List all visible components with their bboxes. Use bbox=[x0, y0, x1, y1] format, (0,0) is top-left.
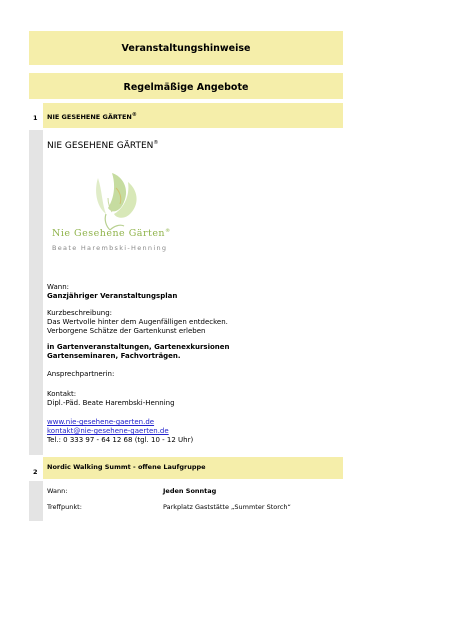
section-1-heading-bar bbox=[43, 103, 343, 128]
section-1-title-text: NIE GESEHENE GÄRTEN bbox=[47, 141, 154, 151]
section-1-number: 1 bbox=[33, 114, 38, 122]
wann-label-2: Wann: bbox=[47, 487, 68, 495]
section-1-title-mark: ® bbox=[153, 140, 159, 146]
email-link[interactable]: kontakt@nie-gesehene-gaerten.de bbox=[47, 427, 169, 435]
treff-value: Parkplatz Gaststätte „Summter Storch“ bbox=[163, 503, 291, 511]
bold-line-1: in Gartenveranstaltungen, Gartenexkursionen bbox=[47, 343, 230, 351]
ansprech-label: Ansprechpartnerin: bbox=[47, 370, 115, 378]
section-1-heading-mark: ® bbox=[131, 112, 137, 118]
section-2-number: 2 bbox=[33, 468, 38, 476]
phone-number: Tel.: 0 333 97 - 64 12 68 (tgl. 10 - 12 Uhr) bbox=[47, 436, 194, 444]
section-1-title bbox=[47, 138, 158, 152]
logo-name: Beate Harembski-Henning bbox=[52, 244, 168, 252]
garden-logo bbox=[50, 168, 180, 260]
page-title: Veranstaltungshinweise bbox=[121, 43, 251, 54]
section-1-heading bbox=[47, 112, 137, 121]
kontakt-name: Dipl.-Päd. Beate Harembski-Henning bbox=[47, 399, 175, 407]
wann-value-2: Jeden Sonntag bbox=[163, 487, 217, 495]
treff-label: Treffpunkt: bbox=[47, 503, 82, 511]
logo-brand bbox=[52, 228, 171, 239]
logo-brand-text: Nie Gesehene Gärten bbox=[52, 228, 166, 240]
bold-line-2: Gartenseminaren, Fachvorträgen. bbox=[47, 352, 181, 360]
section-2-stripe bbox=[29, 481, 43, 521]
section-1-stripe bbox=[29, 130, 43, 455]
section-2-heading-bar bbox=[43, 457, 343, 479]
section-1-heading-text: NIE GESEHENE GÄRTEN bbox=[47, 113, 132, 122]
kontakt-label: Kontakt: bbox=[47, 390, 77, 398]
kurz-line-2: Verborgene Schätze der Gartenkunst erleben bbox=[47, 327, 206, 335]
page-subtitle: Regelmäßige Angebote bbox=[123, 82, 249, 93]
website-link[interactable]: www.nie-gesehene-gaerten.de bbox=[47, 418, 155, 426]
kurz-label: Kurzbeschreibung: bbox=[47, 309, 113, 317]
section-2-heading: Nordic Walking Summt - offene Laufgruppe bbox=[47, 463, 206, 471]
wann-value-1: Ganzjähriger Veranstaltungsplan bbox=[47, 292, 178, 300]
wann-label-1: Wann: bbox=[47, 283, 69, 291]
logo-brand-mark: ® bbox=[165, 228, 171, 234]
kurz-line-1: Das Wertvolle hinter dem Augenfälligen entdecken. bbox=[47, 318, 228, 326]
